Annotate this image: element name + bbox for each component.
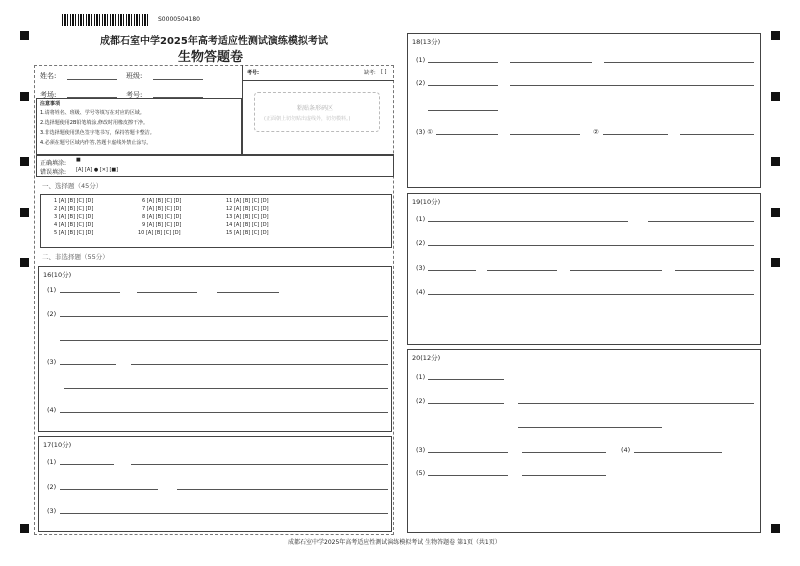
choice-row[interactable]: 3 [A] [B] [C] [D] xyxy=(54,214,94,220)
answer-line[interactable] xyxy=(428,452,508,453)
side-mark-left-2 xyxy=(20,157,29,166)
exam-no-divider xyxy=(242,80,394,81)
q18-title: 18(13分) xyxy=(412,38,441,46)
answer-line[interactable] xyxy=(131,464,388,465)
q16-box xyxy=(38,266,392,432)
notice-item-2: 2.选择题使用2B铅笔填涂,修改时用橡皮擦干净。 xyxy=(40,120,148,126)
q20-part-1: (1) xyxy=(416,373,426,381)
answer-line[interactable] xyxy=(603,134,668,135)
answer-line[interactable] xyxy=(518,427,662,428)
footer-text: 成都石室中学2025年高考适应性测试演练模拟考试 生物答题卷 第1页（共1页） xyxy=(288,539,501,546)
wrong-fill-sample: [A] [A] ● [✕] [■] xyxy=(76,167,119,173)
corner-mark-top-left xyxy=(20,31,29,40)
answer-line[interactable] xyxy=(217,292,279,293)
subject-title: 生物答题卷 xyxy=(178,50,244,65)
choice-row[interactable]: 9 [A] [B] [C] [D] xyxy=(142,222,182,228)
answer-line[interactable] xyxy=(428,270,476,271)
answer-line[interactable] xyxy=(60,340,388,341)
answer-line[interactable] xyxy=(634,452,722,453)
q20-part-2: (2) xyxy=(416,397,426,405)
q17-part-1: (1) xyxy=(47,458,57,466)
answer-line[interactable] xyxy=(510,134,580,135)
room-label: 考场: xyxy=(40,91,57,99)
answer-line[interactable] xyxy=(137,292,197,293)
answer-line[interactable] xyxy=(177,489,388,490)
q16-part-2: (2) xyxy=(47,310,57,318)
notice-title: 注意事项 xyxy=(40,101,61,107)
q16-part-4: (4) xyxy=(47,406,57,414)
q19-part-3: (3) xyxy=(416,264,426,272)
barcode xyxy=(62,14,150,26)
side-mark-right-3 xyxy=(771,208,780,217)
seat-label: 考号: xyxy=(126,91,143,99)
notice-item-4: 4.必须在题号区域内作答,答题卡虚线外禁止涂写。 xyxy=(40,140,152,146)
answer-line[interactable] xyxy=(522,452,606,453)
notice-item-3: 3.非选择题使用黑色签字笔书写，保持答题卡整洁。 xyxy=(40,130,155,136)
answer-line[interactable] xyxy=(428,294,754,295)
corner-mark-bottom-left xyxy=(20,524,29,533)
side-mark-left-1 xyxy=(20,92,29,101)
q17-part-3: (3) xyxy=(47,507,57,515)
name-field[interactable] xyxy=(67,79,117,80)
answer-line[interactable] xyxy=(428,475,508,476)
barcode-paste-title: 粘贴条形码区 xyxy=(297,105,334,112)
choice-row[interactable]: 1 [A] [B] [C] [D] xyxy=(54,198,94,204)
answer-line[interactable] xyxy=(570,270,662,271)
barcode-paste-hint: (正面朝上切勿贴出虚线外，切勿模料。) xyxy=(264,116,351,122)
q20-part-3: (3) xyxy=(416,446,426,454)
choice-row[interactable]: 14 [A] [B] [C] [D] xyxy=(226,222,269,228)
answer-line[interactable] xyxy=(604,62,754,63)
side-mark-left-3 xyxy=(20,208,29,217)
absent-checkbox[interactable]: [ ] xyxy=(381,69,387,75)
answer-line[interactable] xyxy=(510,62,592,63)
q16-title: 16(10分) xyxy=(43,271,72,279)
choice-row[interactable]: 12 [A] [B] [C] [D] xyxy=(226,206,269,212)
class-label: 班级: xyxy=(126,72,143,80)
q18-part-1: (1) xyxy=(416,56,426,64)
answer-line[interactable] xyxy=(436,134,498,135)
answer-line[interactable] xyxy=(428,245,754,246)
answer-line[interactable] xyxy=(428,403,504,404)
answer-line[interactable] xyxy=(648,221,754,222)
fill-example-box xyxy=(36,155,394,177)
answer-line[interactable] xyxy=(428,110,498,111)
choice-row[interactable]: 7 [A] [B] [C] [D] xyxy=(142,206,182,212)
choice-row[interactable]: 13 [A] [B] [C] [D] xyxy=(226,214,269,220)
choice-row[interactable]: 11 [A] [B] [C] [D] xyxy=(226,198,269,204)
answer-line[interactable] xyxy=(60,412,388,413)
choice-row[interactable]: 4 [A] [B] [C] [D] xyxy=(54,222,94,228)
q17-title: 17(10分) xyxy=(43,441,72,449)
choice-row[interactable]: 5 [A] [B] [C] [D] xyxy=(54,230,94,236)
q19-part-2: (2) xyxy=(416,239,426,247)
answer-line[interactable] xyxy=(428,379,504,380)
choice-row[interactable]: 15 [A] [B] [C] [D] xyxy=(226,230,269,236)
q18-part-2: (2) xyxy=(416,79,426,87)
choice-row[interactable]: 2 [A] [B] [C] [D] xyxy=(54,206,94,212)
notice-box xyxy=(36,98,242,155)
answer-line[interactable] xyxy=(680,134,754,135)
side-mark-right-2 xyxy=(771,157,780,166)
section1-title: 一、选择题（45分） xyxy=(42,182,103,190)
answer-line[interactable] xyxy=(428,221,628,222)
q17-part-2: (2) xyxy=(47,483,57,491)
q18-part-3: (3) ① xyxy=(416,128,434,136)
q19-part-1: (1) xyxy=(416,215,426,223)
name-label: 姓名: xyxy=(40,72,57,80)
answer-line[interactable] xyxy=(675,270,754,271)
q19-box xyxy=(407,193,761,345)
wrong-fill-label: 错误填涂: xyxy=(40,169,67,176)
q18-part-3b: ② xyxy=(593,128,599,136)
answer-line[interactable] xyxy=(60,292,120,293)
q20-title: 20(12分) xyxy=(412,354,441,362)
exam-no-label: 考号: xyxy=(247,70,259,76)
choice-row[interactable]: 8 [A] [B] [C] [D] xyxy=(142,214,182,220)
choice-row[interactable]: 6 [A] [B] [C] [D] xyxy=(142,198,182,204)
class-field[interactable] xyxy=(153,79,203,80)
answer-line[interactable] xyxy=(522,475,606,476)
absent-label: 缺考: xyxy=(364,70,376,76)
answer-line[interactable] xyxy=(487,270,557,271)
side-mark-right-4 xyxy=(771,258,780,267)
choice-row[interactable]: 10 [A] [B] [C] [D] xyxy=(138,230,181,236)
barcode-number: S0000504180 xyxy=(158,16,200,23)
q19-title: 19(10分) xyxy=(412,198,441,206)
school-title: 成都石室中学2025年高考适应性测试演练模拟考试 xyxy=(100,36,328,47)
barcode-paste-area[interactable] xyxy=(254,92,380,132)
q19-part-4: (4) xyxy=(416,288,426,296)
side-mark-right-1 xyxy=(771,92,780,101)
corner-mark-top-right xyxy=(771,31,780,40)
answer-line[interactable] xyxy=(60,364,116,365)
answer-line[interactable] xyxy=(428,62,498,63)
answer-line[interactable] xyxy=(60,513,388,514)
q20-part-4: (4) xyxy=(621,446,631,454)
q16-part-3: (3) xyxy=(47,358,57,366)
answer-line[interactable] xyxy=(64,388,388,389)
section2-title: 二、非选择题（55分） xyxy=(42,253,109,261)
side-mark-left-4 xyxy=(20,258,29,267)
q20-part-5: (5) xyxy=(416,469,426,477)
answer-line[interactable] xyxy=(510,85,754,86)
answer-line[interactable] xyxy=(428,85,498,86)
q17-box xyxy=(38,436,392,532)
correct-fill-label: 正确填涂: xyxy=(40,160,67,167)
q16-part-1: (1) xyxy=(47,286,57,294)
notice-item-1: 1.请将姓名、班级、学号等填写在对应的区域。 xyxy=(40,110,145,116)
corner-mark-bottom-right xyxy=(771,524,780,533)
correct-fill-sample: ■ xyxy=(76,157,81,163)
answer-line[interactable] xyxy=(60,464,114,465)
answer-line[interactable] xyxy=(131,364,388,365)
answer-line[interactable] xyxy=(518,403,754,404)
answer-line[interactable] xyxy=(60,316,388,317)
answer-line[interactable] xyxy=(60,489,158,490)
q20-box xyxy=(407,349,761,533)
